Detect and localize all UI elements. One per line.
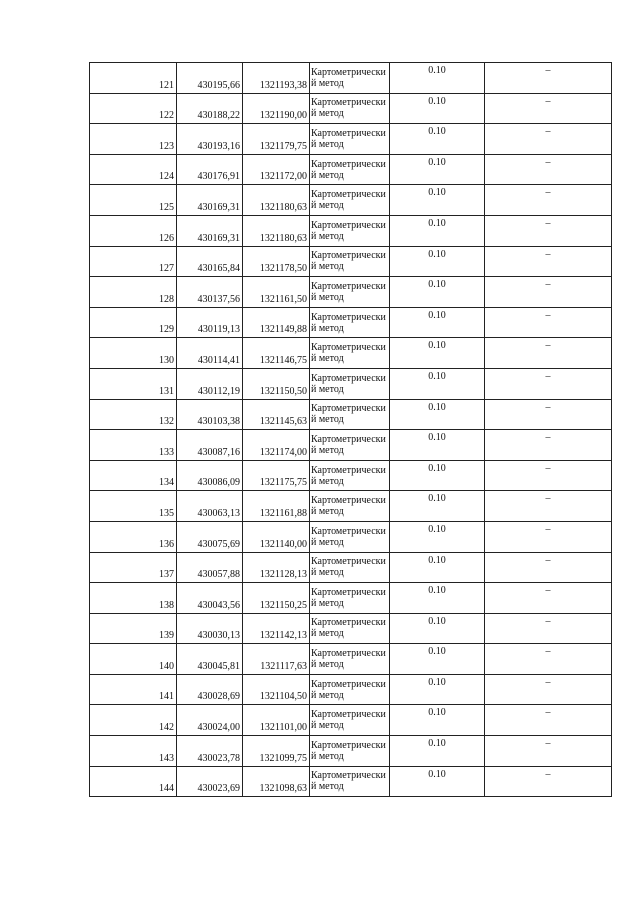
y-coordinate-cell: 1321180,63 [243,215,310,246]
x-coordinate-cell: 430030,13 [177,613,243,644]
note-cell: – [485,430,612,461]
method-cell [310,491,390,522]
x-coordinate-cell: 430169,31 [177,215,243,246]
y-coordinate-cell: 1321179,75 [243,124,310,155]
note-cell: – [485,613,612,644]
point-number-cell: 121 [90,63,177,94]
x-coordinate-cell: 430045,81 [177,644,243,675]
point-number-cell: 131 [90,368,177,399]
method-text: Картометрический метод [311,648,386,671]
accuracy-cell: 0.10 [390,185,485,216]
accuracy-cell: 0.10 [390,552,485,583]
accuracy-cell: 0.10 [390,307,485,338]
x-coordinate-cell: 430057,88 [177,552,243,583]
y-coordinate-cell: 1321101,00 [243,705,310,736]
note-cell: – [485,491,612,522]
method-cell [310,552,390,583]
point-number-cell: 130 [90,338,177,369]
x-coordinate-cell: 430075,69 [177,521,243,552]
table-row [90,399,612,430]
accuracy-cell: 0.10 [390,491,485,522]
note-cell: – [485,399,612,430]
point-number-cell: 128 [90,277,177,308]
y-coordinate-cell: 1321150,25 [243,583,310,614]
table-row [90,338,612,369]
y-coordinate-cell: 1321117,63 [243,644,310,675]
x-coordinate-cell: 430043,56 [177,583,243,614]
x-coordinate-cell: 430195,66 [177,63,243,94]
method-text: Картометрический метод [311,617,386,640]
method-cell [310,246,390,277]
note-cell: – [485,766,612,797]
accuracy-cell: 0.10 [390,63,485,94]
method-cell [310,63,390,94]
point-number-cell: 123 [90,124,177,155]
accuracy-cell: 0.10 [390,736,485,767]
method-cell [310,674,390,705]
note-cell: – [485,674,612,705]
method-text: Картометрический метод [311,709,386,732]
y-coordinate-cell: 1321098,63 [243,766,310,797]
table-row [90,215,612,246]
point-number-cell: 137 [90,552,177,583]
x-coordinate-cell: 430137,56 [177,277,243,308]
x-coordinate-cell: 430023,69 [177,766,243,797]
accuracy-cell: 0.10 [390,430,485,461]
method-text: Картометрический метод [311,403,386,426]
table-row [90,246,612,277]
accuracy-cell: 0.10 [390,368,485,399]
point-number-cell: 141 [90,674,177,705]
x-coordinate-cell: 430087,16 [177,430,243,461]
coordinates-table-body [90,63,612,797]
table-row [90,552,612,583]
point-number-cell: 144 [90,766,177,797]
y-coordinate-cell: 1321142,13 [243,613,310,644]
table-row [90,63,612,94]
y-coordinate-cell: 1321161,50 [243,277,310,308]
y-coordinate-cell: 1321175,75 [243,460,310,491]
accuracy-cell: 0.10 [390,766,485,797]
accuracy-cell: 0.10 [390,583,485,614]
table-row [90,736,612,767]
method-text: Картометрический метод [311,678,386,701]
x-coordinate-cell: 430063,13 [177,491,243,522]
x-coordinate-cell: 430112,19 [177,368,243,399]
table-row [90,124,612,155]
y-coordinate-cell: 1321146,75 [243,338,310,369]
y-coordinate-cell: 1321140,00 [243,521,310,552]
method-text: Картометрический метод [311,127,386,150]
point-number-cell: 124 [90,154,177,185]
accuracy-cell: 0.10 [390,277,485,308]
x-coordinate-cell: 430028,69 [177,674,243,705]
accuracy-cell: 0.10 [390,613,485,644]
table-row [90,674,612,705]
method-cell [310,307,390,338]
method-cell [310,613,390,644]
table-row [90,154,612,185]
x-coordinate-cell: 430165,84 [177,246,243,277]
method-cell [310,338,390,369]
method-cell [310,124,390,155]
method-text: Картометрический метод [311,250,386,273]
point-number-cell: 142 [90,705,177,736]
x-coordinate-cell: 430169,31 [177,185,243,216]
x-coordinate-cell: 430103,38 [177,399,243,430]
x-coordinate-cell: 430188,22 [177,93,243,124]
table-row [90,644,612,675]
table-row [90,277,612,308]
method-cell [310,277,390,308]
point-number-cell: 135 [90,491,177,522]
table-row [90,613,612,644]
method-cell [310,185,390,216]
accuracy-cell: 0.10 [390,338,485,369]
method-cell [310,583,390,614]
note-cell: – [485,215,612,246]
method-text: Картометрический метод [311,372,386,395]
method-text: Картометрический метод [311,433,386,456]
note-cell: – [485,63,612,94]
y-coordinate-cell: 1321172,00 [243,154,310,185]
point-number-cell: 127 [90,246,177,277]
accuracy-cell: 0.10 [390,460,485,491]
y-coordinate-cell: 1321145,63 [243,399,310,430]
table-row [90,491,612,522]
y-coordinate-cell: 1321104,50 [243,674,310,705]
method-cell [310,766,390,797]
method-text: Картометрический метод [311,586,386,609]
accuracy-cell: 0.10 [390,521,485,552]
point-number-cell: 136 [90,521,177,552]
note-cell: – [485,338,612,369]
x-coordinate-cell: 430024,00 [177,705,243,736]
point-number-cell: 126 [90,215,177,246]
x-coordinate-cell: 430193,16 [177,124,243,155]
note-cell: – [485,736,612,767]
accuracy-cell: 0.10 [390,674,485,705]
note-cell: – [485,583,612,614]
method-cell [310,460,390,491]
table-row [90,583,612,614]
accuracy-cell: 0.10 [390,644,485,675]
y-coordinate-cell: 1321161,88 [243,491,310,522]
accuracy-cell: 0.10 [390,246,485,277]
note-cell: – [485,552,612,583]
method-text: Картометрический метод [311,280,386,303]
note-cell: – [485,154,612,185]
method-cell [310,430,390,461]
note-cell: – [485,277,612,308]
method-cell [310,399,390,430]
method-text: Картометрический метод [311,525,386,548]
note-cell: – [485,521,612,552]
y-coordinate-cell: 1321178,50 [243,246,310,277]
table-row [90,93,612,124]
point-number-cell: 132 [90,399,177,430]
method-text: Картометрический метод [311,342,386,365]
note-cell: – [485,185,612,216]
note-cell: – [485,93,612,124]
note-cell: – [485,307,612,338]
method-cell [310,154,390,185]
method-cell [310,644,390,675]
method-text: Картометрический метод [311,219,386,242]
table-row [90,460,612,491]
method-cell [310,521,390,552]
accuracy-cell: 0.10 [390,124,485,155]
coordinates-table [89,62,612,797]
note-cell: – [485,246,612,277]
y-coordinate-cell: 1321180,63 [243,185,310,216]
y-coordinate-cell: 1321190,00 [243,93,310,124]
note-cell: – [485,705,612,736]
table-row [90,705,612,736]
method-text: Картометрический метод [311,189,386,212]
x-coordinate-cell: 430176,91 [177,154,243,185]
method-cell [310,705,390,736]
point-number-cell: 143 [90,736,177,767]
note-cell: – [485,460,612,491]
method-cell [310,368,390,399]
accuracy-cell: 0.10 [390,399,485,430]
method-cell [310,93,390,124]
accuracy-cell: 0.10 [390,705,485,736]
method-text: Картометрический метод [311,770,386,793]
point-number-cell: 140 [90,644,177,675]
table-row [90,766,612,797]
note-cell: – [485,644,612,675]
method-cell [310,215,390,246]
accuracy-cell: 0.10 [390,154,485,185]
point-number-cell: 134 [90,460,177,491]
point-number-cell: 138 [90,583,177,614]
method-text: Картометрический метод [311,158,386,181]
point-number-cell: 129 [90,307,177,338]
method-text: Картометрический метод [311,66,386,89]
point-number-cell: 133 [90,430,177,461]
point-number-cell: 122 [90,93,177,124]
table-row [90,430,612,461]
table-row [90,521,612,552]
accuracy-cell: 0.10 [390,93,485,124]
y-coordinate-cell: 1321099,75 [243,736,310,767]
y-coordinate-cell: 1321128,13 [243,552,310,583]
y-coordinate-cell: 1321174,00 [243,430,310,461]
note-cell: – [485,368,612,399]
method-text: Картометрический метод [311,311,386,334]
method-cell [310,736,390,767]
y-coordinate-cell: 1321193,38 [243,63,310,94]
x-coordinate-cell: 430114,41 [177,338,243,369]
point-number-cell: 125 [90,185,177,216]
method-text: Картометрический метод [311,556,386,579]
table-row [90,307,612,338]
note-cell: – [485,124,612,155]
y-coordinate-cell: 1321149,88 [243,307,310,338]
accuracy-cell: 0.10 [390,215,485,246]
x-coordinate-cell: 430023,78 [177,736,243,767]
method-text: Картометрический метод [311,97,386,120]
method-text: Картометрический метод [311,495,386,518]
table-row [90,368,612,399]
x-coordinate-cell: 430086,09 [177,460,243,491]
y-coordinate-cell: 1321150,50 [243,368,310,399]
point-number-cell: 139 [90,613,177,644]
method-text: Картометрический метод [311,739,386,762]
method-text: Картометрический метод [311,464,386,487]
table-row [90,185,612,216]
x-coordinate-cell: 430119,13 [177,307,243,338]
